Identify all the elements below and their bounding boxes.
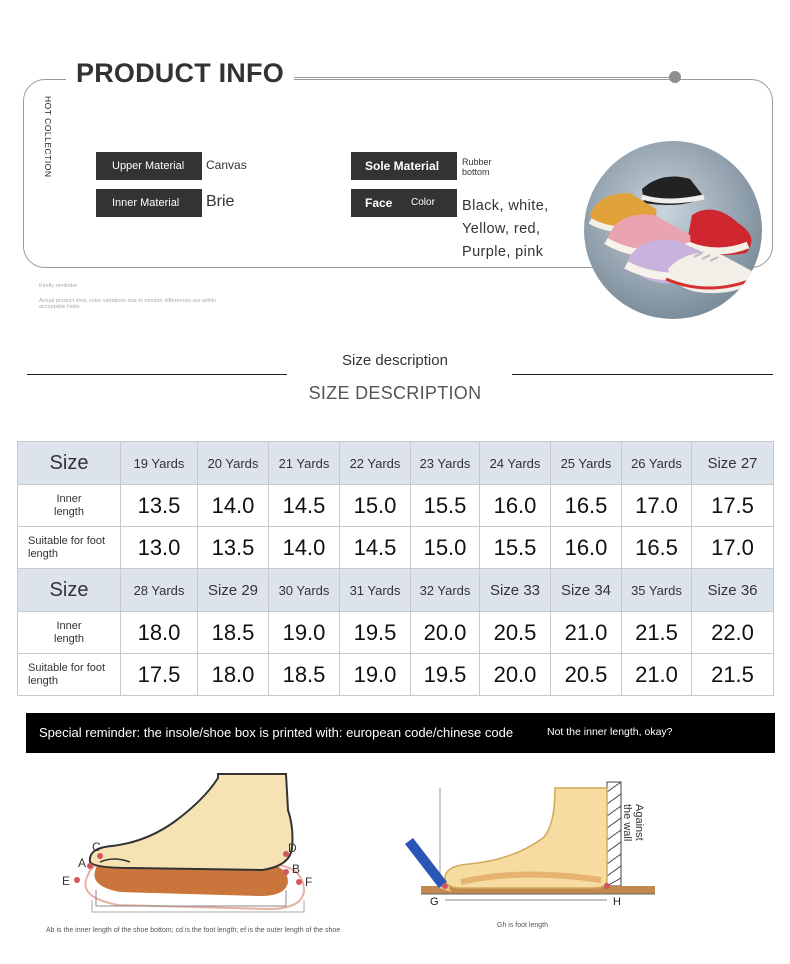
foot-length-cell: 17.5: [121, 654, 198, 696]
label-f: F: [305, 875, 313, 889]
label-e: E: [62, 874, 71, 888]
foot-length-label: [18, 654, 121, 696]
size-header-rule-right: [512, 374, 773, 375]
inner-length-row-1: [18, 485, 774, 527]
size-label: Size: [18, 442, 121, 485]
title-rule: [287, 77, 675, 78]
inner-length-row-2: [18, 612, 774, 654]
product-info-title: PRODUCT INFO: [66, 58, 294, 89]
size-cell: Size 33: [480, 569, 551, 612]
size-cell: 20 Yards: [198, 442, 269, 485]
foot-length-cell: 20.5: [551, 654, 622, 696]
foot-label-line2: length: [28, 674, 58, 687]
foot-length-cell: 19.5: [411, 654, 480, 696]
inner-length-cell: 20.0: [411, 612, 480, 654]
sole-value-line1: Rubber: [462, 157, 492, 167]
inner-length-cell: 21.5: [622, 612, 692, 654]
foot-length-cell: 18.5: [269, 654, 340, 696]
label-d: D: [288, 841, 297, 855]
size-row-1: [18, 442, 774, 485]
foot-length-cell: 14.0: [269, 527, 340, 569]
size-cell: 22 Yards: [340, 442, 411, 485]
foot-length-cell: 19.0: [340, 654, 411, 696]
foot-wall-illustration: [395, 778, 675, 908]
inner-length-cell: 16.0: [480, 485, 551, 527]
inner-length-cell: 14.5: [269, 485, 340, 527]
label-h: H: [613, 896, 621, 908]
foot-against-wall-diagram: [395, 778, 675, 908]
size-table: [17, 441, 774, 696]
shoe-photo: [584, 141, 762, 319]
label-g: G: [430, 896, 439, 908]
against-wall-label: [633, 804, 645, 841]
foot-length-cell: 18.0: [198, 654, 269, 696]
size-cell: Size 34: [551, 569, 622, 612]
inner-length-label: [18, 612, 121, 654]
against-wall-label-2: [621, 804, 633, 841]
inner-length-cell: 18.5: [198, 612, 269, 654]
size-cell: 31 Yards: [340, 569, 411, 612]
size-label: Size: [18, 569, 121, 612]
inner-label-line1: Inner: [56, 492, 82, 505]
foot-length-cell: 17.0: [692, 527, 774, 569]
size-cell: 21 Yards: [269, 442, 340, 485]
face-tag: Face: [351, 189, 397, 217]
size-cell: Size 29: [198, 569, 269, 612]
size-cell: 19 Yards: [121, 442, 198, 485]
title-rule-dot: [669, 71, 681, 83]
foot-on-insole-diagram: [30, 770, 360, 940]
inner-length-cell: 22.0: [692, 612, 774, 654]
label-c: C: [92, 840, 101, 854]
size-description-title: SIZE DESCRIPTION: [308, 383, 482, 403]
foot-length-cell: 21.0: [622, 654, 692, 696]
hot-collection-label: HOT COLLECTION: [43, 96, 53, 178]
inner-label-line1: Inner: [56, 619, 82, 632]
inner-length-label: [18, 485, 121, 527]
inner-length-cell: 13.5: [121, 485, 198, 527]
inner-length-cell: 21.0: [551, 612, 622, 654]
inner-label-line2: length: [54, 632, 84, 645]
foot-insole-illustration: [30, 770, 360, 940]
foot-length-cell: 13.5: [198, 527, 269, 569]
shoe-photo-illustration: [584, 141, 762, 319]
foot-label-line1: Suitable for foot: [28, 534, 106, 547]
size-description-subtitle: Size description: [342, 352, 448, 369]
reminder-title: Kindly reminder: [39, 283, 78, 289]
inner-length-cell: 15.0: [340, 485, 411, 527]
inner-length-cell: 19.0: [269, 612, 340, 654]
against-wall-line1: Against: [633, 804, 645, 841]
foot-length-cell: 15.0: [411, 527, 480, 569]
sole-material-value: [462, 157, 492, 177]
colors-line3: Purple, pink: [462, 244, 544, 260]
inner-length-cell: 17.0: [622, 485, 692, 527]
foot-length-cell: 20.0: [480, 654, 551, 696]
foot-label-line2: length: [28, 547, 58, 560]
colors-line1: Black, white,: [462, 198, 549, 214]
special-reminder-text: Special reminder: the insole/shoe box is printed with: european code/chinese code: [39, 725, 514, 740]
size-cell: 23 Yards: [411, 442, 480, 485]
foot-length-row-2: [18, 654, 774, 696]
reminder-line1: Actual product shot, color variations due to monitor differences are within: [39, 298, 217, 304]
size-header-rule-left: [27, 374, 287, 375]
sole-material-tag: Sole Material: [351, 152, 457, 180]
foot-label-line1: Suitable for foot: [28, 661, 106, 674]
inner-material-value: Brie: [206, 193, 235, 210]
inner-length-cell: 19.5: [340, 612, 411, 654]
inner-length-cell: 20.5: [480, 612, 551, 654]
sole-value-line2: bottom: [462, 167, 490, 177]
inner-length-cell: 18.0: [121, 612, 198, 654]
size-cell: 28 Yards: [121, 569, 198, 612]
inner-length-cell: 16.5: [551, 485, 622, 527]
colors-line2: Yellow, red,: [462, 221, 541, 237]
foot-length-cell: 21.5: [692, 654, 774, 696]
upper-material-tag: Upper Material: [96, 152, 202, 180]
label-a: A: [78, 856, 87, 870]
foot-length-label: [18, 527, 121, 569]
size-cell: Size 27: [692, 442, 774, 485]
size-cell: 24 Yards: [480, 442, 551, 485]
special-reminder-bar: [26, 713, 775, 753]
color-tag: Color: [397, 189, 457, 217]
reminder-line2: acceptable limits: [39, 304, 80, 310]
size-row-2: [18, 569, 774, 612]
foot-length-cell: 14.5: [340, 527, 411, 569]
inner-length-cell: 17.5: [692, 485, 774, 527]
size-cell: 30 Yards: [269, 569, 340, 612]
colors-value: [462, 195, 549, 264]
label-b: B: [292, 862, 301, 876]
size-cell: 26 Yards: [622, 442, 692, 485]
against-wall-line2: the wall: [621, 804, 633, 842]
upper-material-value: Canvas: [206, 158, 247, 172]
inner-label-line2: length: [54, 505, 84, 518]
size-cell: 25 Yards: [551, 442, 622, 485]
left-diagram-caption: Ab is the inner length of the shoe bottom; cd is the foot length; ef is the outer length of the shoe: [46, 927, 341, 934]
inner-material-tag: Inner Material: [96, 189, 202, 217]
foot-length-cell: 16.0: [551, 527, 622, 569]
right-diagram-caption: Gh is foot length: [497, 922, 548, 929]
inner-length-cell: 15.5: [411, 485, 480, 527]
foot-length-cell: 13.0: [121, 527, 198, 569]
pencil-icon: [405, 838, 447, 888]
foot-length-cell: 16.5: [622, 527, 692, 569]
foot-length-cell: 15.5: [480, 527, 551, 569]
special-reminder-note: Not the inner length, okay?: [547, 726, 673, 738]
size-cell: 35 Yards: [622, 569, 692, 612]
inner-length-cell: 14.0: [198, 485, 269, 527]
size-cell: Size 36: [692, 569, 774, 612]
size-cell: 32 Yards: [411, 569, 480, 612]
foot-length-row-1: [18, 527, 774, 569]
